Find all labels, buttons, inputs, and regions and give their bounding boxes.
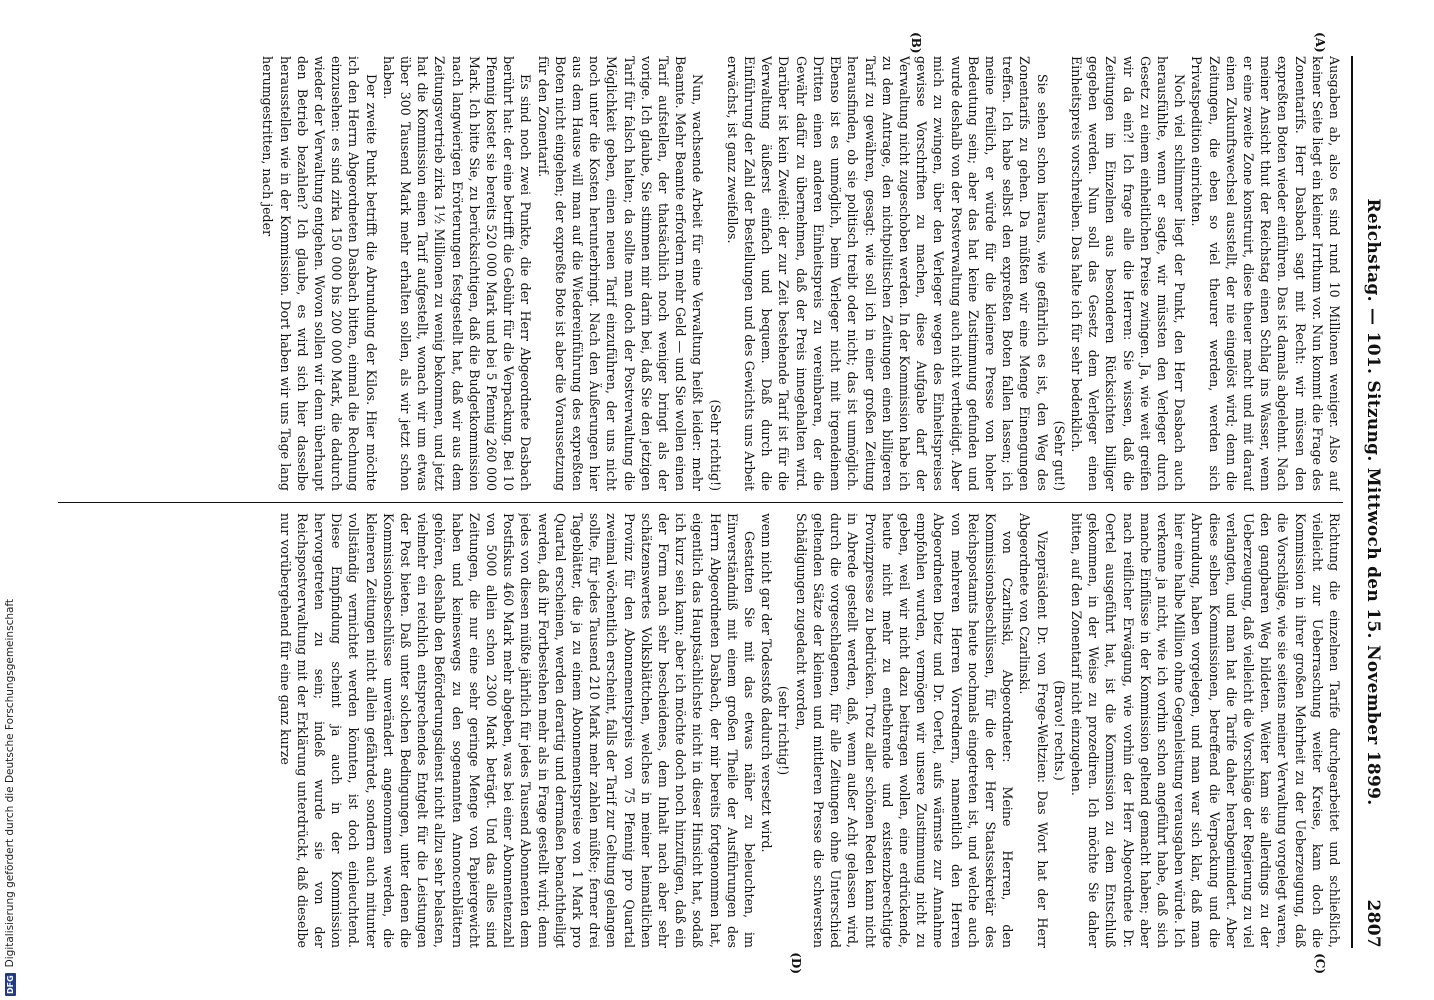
margin-marker-c: (C)	[1313, 953, 1327, 974]
interjection: (Bravo! rechts.)	[1051, 680, 1067, 781]
margin-marker-d: (D)	[789, 952, 803, 974]
interjection: (sehr richtig!)	[776, 685, 792, 776]
margin-marker-b: (B)	[909, 32, 923, 54]
digitization-credit-text: Digitalisierung gefördert durch die Deutsche Forschungsgemeinschaft	[4, 598, 16, 968]
paragraph: wenn nicht gar der Todesstoß dadurch versetzt wird.	[759, 513, 775, 853]
page-title: Reichstag. — 101. Sitzung. Mittwoch den 15. November 1899.	[1363, 198, 1383, 806]
paragraph: Der zweite Punkt betrifft die Abrundung der Kilos. Hier möchte ich den Herrn Abgeordneten Dasbach bitten, einmal die Rechnung einzusehen: es sind zirka 150 000 bis 200 000 Mark, die dadurch wieder der Verwaltung entgehen. Wovon sollen wir denn überhaupt den Betrieb bezahlen? Ich glaube, es wird sich hier dasselbe herausstellen wie in der Kommission. Dort haben wir uns Tage lang herumgestritten, nach jeder	[260, 56, 379, 491]
text-columns	[58, 32, 1343, 974]
page-header	[1351, 56, 1383, 948]
right-column	[58, 513, 1343, 948]
paragraph: Noch viel schlimmer liegt der Punkt, den Herr Dasbach auch herausfühlte, wenn er sagte, wir müssten den Verleger durch Gesetz zu einem einheitlichen Preise zwingen. Ja, wie weit greifen wir da ein?! Ich frage alle die Herren: Sie wissen, daß die Zeitungen im Einzelnen aus besonderen Rücksichten billiger gegeben werden. Nun soll das Gesetz dem Verleger einen Einheitspreis vorschreiben. Das halte ich für sehr bedenklich.	[1068, 56, 1188, 491]
speaker-paragraph: Vizepräsident Dr. von Frege-Weltzien: Das Wort hat der Herr Abgeordnete von Czarlinski.	[1017, 513, 1050, 948]
paragraph: Richtung die einzelnen Tarife durchgearbeitet und schließlich, vielleicht zur Ueberraschung weiter Kreise, kam doch die Kommission in ihrer großen Mehrheit zu der Ueberzeugung, daß die Vorschläge, wie sie seitens meiner Verwaltung vorgelegt waren, den gangbaren Weg bildeten. Weiter kam sie allerdings zu der Ueberzeugung, daß vielleicht die Vorschläge der Regierung zu viel verlangten, und man hat die Tarife daher herabgemindert. Aber diese selben Kommissionen, betreffend die Verpackung und die Abrundung, haben vorgelegen, und man war sich klar, daß man hier eine halbe Million ohne Gegenleistung verausgaben würde. Ich verkenne ja nicht, wie ich vorhin schon angeführt habe, daß sich manche Einflüsse in der Kommission geltend gemacht haben; aber nach reiflicher Erwägung, wie vorhin der Herr Abgeordnete Dr. Oertel ausgeführt hat, ist die Kommission zu dem Entschluß gekommen, in der Weise zu prozediren. Ich möchte Sie daher bitten, auf den Zonentarif nicht einzugehen.	[1068, 513, 1342, 948]
dfg-logo: DFG	[5, 975, 15, 994]
digitization-credit-strip	[0, 0, 22, 1000]
margin-marker-a: (A)	[1313, 32, 1327, 53]
interjection: (Sehr gut!)	[1051, 420, 1067, 491]
left-column	[58, 56, 1343, 491]
paragraph: Es sind noch zwei Punkte, die der Herr Abgeordnete Dasbach berührt hat: der eine betrifft die Gebühr für die Verpackung. Bei 10 Pfennig kostet sie bereits 520 000 Mark und bei 5 Pfennig 260 000 Mark. Ich bitte Sie, zu berücksichtigen, daß die Budgetkommission nach langwierigen Erörterungen festgestellt hat, daß wir aus dem Zeitungsvertrieb zirka 1½ Millionen zu wenig bekommen, und jetzt hat die Kommission einen Tarif aufgestellt, wonach wir um etwas über 300 Tausend Mark mehr erhalten sollen, als wir jetzt schon haben.	[380, 56, 534, 491]
speaker-paragraph: von Czarlinski, Abgeordneter: Meine Herren, den Kommissionsbeschlüssen, für die der Herr Staatssekretär des Reichspostamts heute nochmals eingetreten ist, und welche auch von mehreren Herren Vorrednern, namentlich den Herren Abgeordneten Dietz und Dr. Oertel, aufs wärmste zur Annahme empfohlen wurden, vermögen wir unsere Zustimmung nicht zu geben, weil wir nicht dazu beitragen wollen, eine erdrückende, heute nicht mehr zu entbehrende und existenzberechtigte Provinzpresse zu bedrücken. Trotz aller schönen Reden kann nicht in Abrede gestellt werden, daß, wenn außer Acht gelassen wird, durch die vorgeschlagenen, für alle Zeitungen ohne Unterschied geltenden Sätze der kleinen und mittleren Presse die schwersten Schädigungen zugedacht worden,	[793, 513, 1016, 948]
interjection: (Sehr richtig!)	[707, 399, 723, 491]
paragraph: Gestatten Sie mit das etwas näher zu beleuchten, im Einverständniß mit einem großen Theile der Ausführungen des Herrn Abgeordneten Dasbach, der mir bereits fortgenommen hat, eigentlich das Hauptsächlichste nicht in dieser Hinsicht hat, sodaß ich kurz sein kann; aber ich möchte doch noch hinzufügen, daß ein der Form nach sehr bescheidenes, dem Inhalt nach aber sehr schätzenswertes Volksblättchen, welches in meiner heimatlichen Provinz für den Abonnementspreis von 75 Pfennig pro Quartal zweimal wöchentlich erscheint, falls der Tarif zur Geltung gelangen sollte, für jedes Tausend 210 Mark mehr zahlen müßte; ferner drei Tageblätter, die ja zu einem Abonnementspreise von 1 Mark pro Quartal erscheinen, werden derartig und dermaßen benachtheiligt werden, daß ihr Fortbestehen mehr als in Frage gestellt wird; denn jedes von diesen müßte jährlich für jedes Tausend Abonnenten dem Postfiskus 460 Mark mehr abgeben, was bei einer Abonnentenzahl von 5000 allein schon 2300 Mark beträgt. Und das alles sind Zeitungen, die nur eine sehr geringe Menge von Papiergewicht haben und keineswegs zu den sogenannten Annoncenblättern gehören, deshalb den Beförderungsdienst nicht allzu sehr belasten, vielmehr ein reichlich entsprechendes Entgelt für die Leistungen der Post bieten. Daß unter solchen Bedingungen, unter denen die Kommissionsbeschlüsse unverändert angenommen werden, die kleineren Zeitungen nicht allein gefährdet, sondern auch mitunter vollständig vernichtet werden könnten, ist doch einleuchtend. Diese Empfindung scheint ja auch in der Kommission hervorgetreten zu sein; indeß wurde sie von der Reichspostverwaltung mit der Erklärung unterdrückt, daß dieselbe nur vorübergehend für eine ganz kurze	[277, 513, 758, 948]
rotated-document-page	[52, 0, 1397, 1000]
paragraph: Sie sehen schon hieraus, wie gefährlich es ist, den Weg des Zonentarifs zu gehen. Da müßten wir eine Menge Einengungen treffen. Ich habe selbst den expreßten Boten fallen lassen; ich meine freilich, er würde für die kleinere Presse von hoher Bedeutung sein; aber das hat keine Zustimmung gefunden und wurde deshalb von der Postverwaltung auch nicht vertheidigt. Aber mich zu zwingen, über den Verleger wegen des Einheitspreises gewisse Vorschriften zu machen, diese Aufgabe darf der Verwaltung nicht zugeschoben werden. In der Kommission habe ich zu dem Antrage, den nichtpolitischen Zeitungen einen billigeren Tarif zu gewähren, gesagt: wie soll ich in einer großen Zeitung herausfinden, ob sie politisch treibt oder nicht; das ist unmöglich. Ebenso ist es unmöglich, beim Verleger nicht mit irgendeinem Dritten einen anderen Einheitspreis zu vereinbaren, der die Gewähr dafür zu übernehmen, daß der Preis innegehalten wird. Darüber ist kein Zweifel: der zur Zeit bestehende Tarif ist für die Verwaltung äußerst einfach und bequem. Daß durch die Einführung der Zahl der Bestellungen und des Gewichts uns Arbeit erwächst, ist ganz zweifellos.	[724, 56, 1050, 491]
column-divider	[58, 502, 1343, 503]
paragraph: Nun, wachsende Arbeit für eine Verwaltung heißt leider: mehr Beamte. Mehr Beamte erfordern mehr Geld — und Sie wollen einen Tarif aufstellen, der thatsächlich noch weniger bringt als der vorige. Ich glaube, Sie stimmen mir darin bei, daß Sie den jetzigen Tarif für falsch halten; da sollte man doch der Postverwaltung die Möglichkeit geben, einen neuen Tarif einzuführen, der uns nicht noch unter die Kosten herunterbringt. Nach den Äußerungen hier aus dem Hause will man auf die Wiedereinführung des expreßten Boten nicht eingehen; der expreßte Bote ist aber die Voraussetzung für den Zonentarif.	[535, 56, 706, 491]
page-number: 2807	[1363, 899, 1383, 948]
paragraph: Ausgaben ab, also es sind rund 10 Millionen weniger. Also auf keiner Seite liegt ein kleiner Irrthum vor. Nun kommt die Frage des Zonentarifs. Herr Dasbach sagt mit Recht: wir müssen den expreßten Boten wieder einführen. Das ist damals abgelehnt. Nach meiner Ansicht thut der Reichstag einen Schlag ins Wasser, wenn er eine zweite Zone konstruirt, diese theuer macht und mit darauf einen Zukunftswechsel ausstellt, der nie eingelöst wird; denn die Zeitungen, die eben so viel theurer werden, werden sich Privatspedition einrichten.	[1189, 56, 1342, 491]
